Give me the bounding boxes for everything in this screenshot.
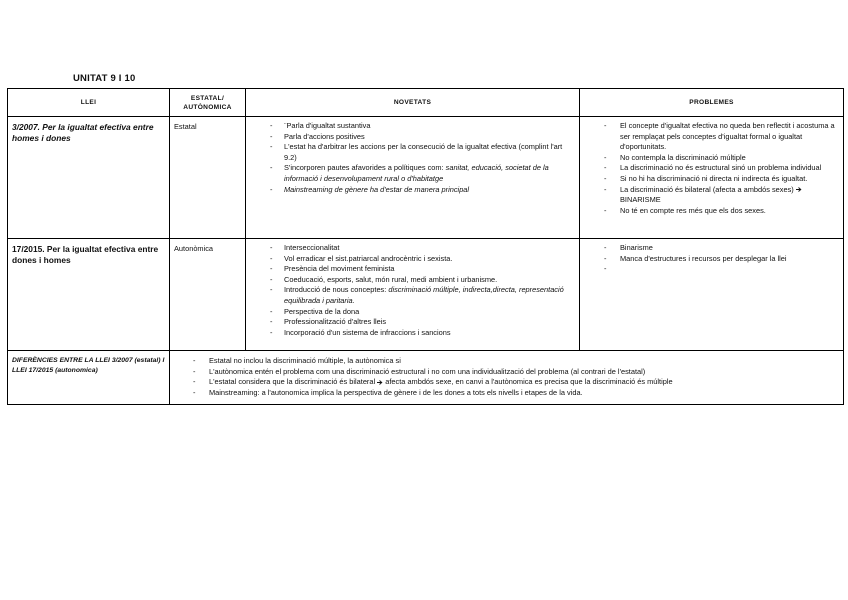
list-item: - No contempla la discriminació múltiple xyxy=(588,153,837,164)
list-item: - Incorporació d'un sistema de infraccions i sancions xyxy=(254,328,573,339)
law-scope: Estatal xyxy=(170,117,246,239)
problems-cell xyxy=(580,117,844,239)
list-item: - L'autònomica entén el problema com una discriminació estructural i no com una individualització del problema (al contrari de l'estatal) xyxy=(176,367,837,378)
list-item: - L'estatal considera que la discriminació és bilateral afecta ambdós sexe, en canvi a l'autònomica es precisa que la discriminació és múltiple xyxy=(176,377,837,388)
list-item: - Parla d'accions positives xyxy=(254,132,573,143)
table-row xyxy=(8,117,844,239)
list-item: - Estatal no inclou la discriminació múltiple, la autònomica si xyxy=(176,356,837,367)
list-item: - Presència del moviment feminista xyxy=(254,264,573,275)
list-item: - S'incorporen pautes afavorides a polítiques com: sanitat, educació, societat de la informació i desenvolupament rural o d'habitatge xyxy=(254,163,573,184)
list-item: - El concepte d'igualtat efectiva no queda ben reflectit i acostuma a ser remplaçat pels conceptes d'igualtat formal o igualtat d'oportunitats. xyxy=(588,121,837,153)
arrow-right-icon xyxy=(796,186,802,193)
news-list xyxy=(246,117,579,198)
unit-title: UNITAT 9 I 10 xyxy=(73,73,136,84)
list-item: - Perspectiva de la dona xyxy=(254,307,573,318)
list-item: - Binarisme xyxy=(588,243,837,254)
news-cell xyxy=(246,239,580,351)
list-item: - Mainstreaming de gènere ha d'estar de manera principal xyxy=(254,185,573,196)
list-item: - Coeducació, esports, salut, món rural, medi ambient i urbanisme. xyxy=(254,275,573,286)
news-list xyxy=(246,239,579,341)
table-header-row xyxy=(8,89,844,117)
list-item: - Introducció de nous conceptes: discriminació múltiple, indirecta,directa, representació equilibrada i paritaria. xyxy=(254,285,573,306)
list-item: - Interseccionalitat xyxy=(254,243,573,254)
list-item: - Professionalització d'altres lleis xyxy=(254,317,573,328)
header-scope: ESTATAL/ AUTÒNOMICA xyxy=(170,89,246,117)
list-item: - La discriminació no és estructural sinó un problema individual xyxy=(588,163,837,174)
law-scope: Autonòmica xyxy=(170,239,246,351)
header-news: NOVETATS xyxy=(246,89,580,117)
problems-list xyxy=(580,117,843,219)
problems-cell xyxy=(580,239,844,351)
differences-list xyxy=(170,351,843,402)
header-problems: PROBLEMES xyxy=(580,89,844,117)
list-item: - Vol erradicar el sist.patriarcal androcèntric i sexista. xyxy=(254,254,573,265)
list-item: - Si no hi ha discriminació ni directa ni indirecta és igualtat. xyxy=(588,174,837,185)
list-item: - L'estat ha d'arbitrar les accions per la consecució de la igualtat efectiva (complint l'art 9.2) xyxy=(254,142,573,163)
differences-label: DIFERÈNCIES ENTRE LA LLEI 3/2007 (estatal) I LLEI 17/2015 (autonomica) xyxy=(8,351,170,405)
list-item: - Mainstreaming: a l'autonomica implica la perspectiva de gènere i de les dones a tots els nivells i etapes de la vida. xyxy=(176,388,837,399)
law-name: 17/2015. Per la igualtat efectiva entre dones i homes xyxy=(8,239,170,351)
differences-row xyxy=(8,351,844,405)
table-row xyxy=(8,239,844,351)
list-item: - La discriminació és bilateral (afecta a ambdós sexes) BINARISME xyxy=(588,185,837,206)
laws-comparison-table xyxy=(7,88,844,405)
list-item: - No té en compte res més que els dos sexes. xyxy=(588,206,837,217)
law-name: 3/2007. Per la igualtat efectiva entre homes i dones xyxy=(8,117,170,239)
differences-cell xyxy=(170,351,844,405)
list-item: - Manca d'estructures i recursos per desplegar la llei xyxy=(588,254,837,265)
problems-list xyxy=(580,239,843,267)
header-law: LLEI xyxy=(8,89,170,117)
list-item: - ¨Parla d'igualtat sustantiva xyxy=(254,121,573,132)
news-cell xyxy=(246,117,580,239)
